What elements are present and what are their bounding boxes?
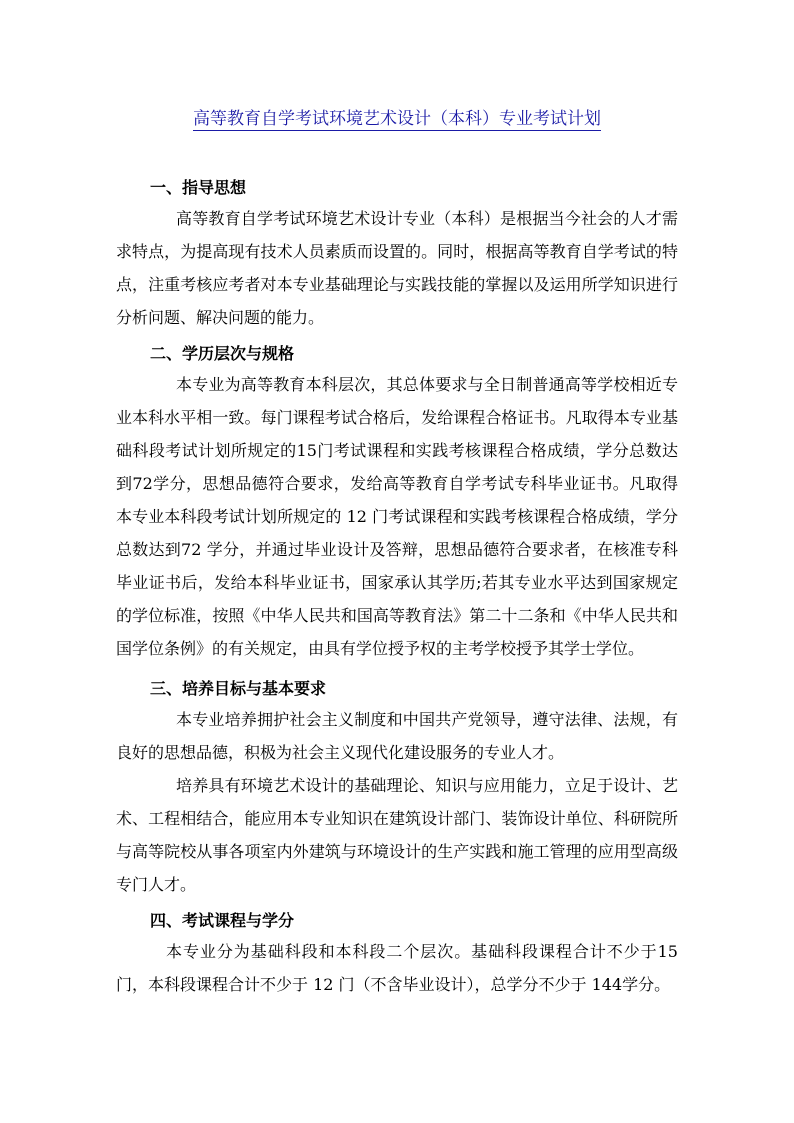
section-paragraph: 本专业为高等教育本科层次，其总体要求与全日制普通高等学校相近专业本科水平相一致。每门课程考试合格后，发给课程合格证书。凡取得本专业基础科段考试计划所规定的15门考试课程和实践考核课程合格成绩，学分总数达到72学分，思想品德符合要求，发给高等教育自学考试专科毕业证书。凡取得本专业本科段考试计划所规定的 12 门考试课程和实践考核课程合格成绩，学分总数达到72 学分，并通过毕业设计及答辩，思想品德符合要求者，在核准专科毕业证书后，发给本科毕业证书，国家承认其学历;若其专业水平达到国家规定的学位标准，按照《中华人民共和国高等教育法》第二十二条和《中华人民共和国学位条例》的有关规定，由具有学位授予权的主考学校授予其学士学位。	[116, 375, 678, 658]
section-paragraph: 本专业培养拥护社会主义制度和中国共产党领导，遵守法律、法规，有良好的思想品德，积极为社会主义现代化建设服务的专业人才。	[116, 710, 678, 762]
section-heading-guiding-ideology: 一、指导思想	[150, 178, 247, 197]
section-paragraph: 高等教育自学考试环境艺术设计专业（本科）是根据当今社会的人才需求特点，为提高现有技术人员素质而设置的。同时，根据高等教育自学考试的特点，注重考核应考者对本专业基础理论与实践技能的掌握以及运用所学知识进行分析问题、解决问题的能力。	[116, 209, 678, 327]
section-heading-training-goals: 三、培养目标与基本要求	[150, 679, 327, 698]
section-heading-education-level: 二、学历层次与规格	[150, 344, 295, 363]
document-title[interactable]	[0, 108, 794, 130]
document-title-link[interactable]: 高等教育自学考试环境艺术设计（本科）专业考试计划	[193, 109, 601, 129]
section-paragraph: 本专业分为基础科段和本科段二个层次。基础科段课程合计不少于15门，本科段课程合计不少于 12 门（不含毕业设计），总学分不少于 144学分。	[116, 942, 678, 994]
section-paragraph: 培养具有环境艺术设计的基础理论、知识与应用能力，立足于设计、艺术、工程相结合，能应用本专业知识在建筑设计部门、装饰设计单位、科研院所与高等院校从事各项室内外建筑与环境设计的生产实践和施工管理的应用型高级专门人才。	[116, 776, 678, 894]
section-heading-exam-courses: 四、考试课程与学分	[150, 911, 295, 930]
